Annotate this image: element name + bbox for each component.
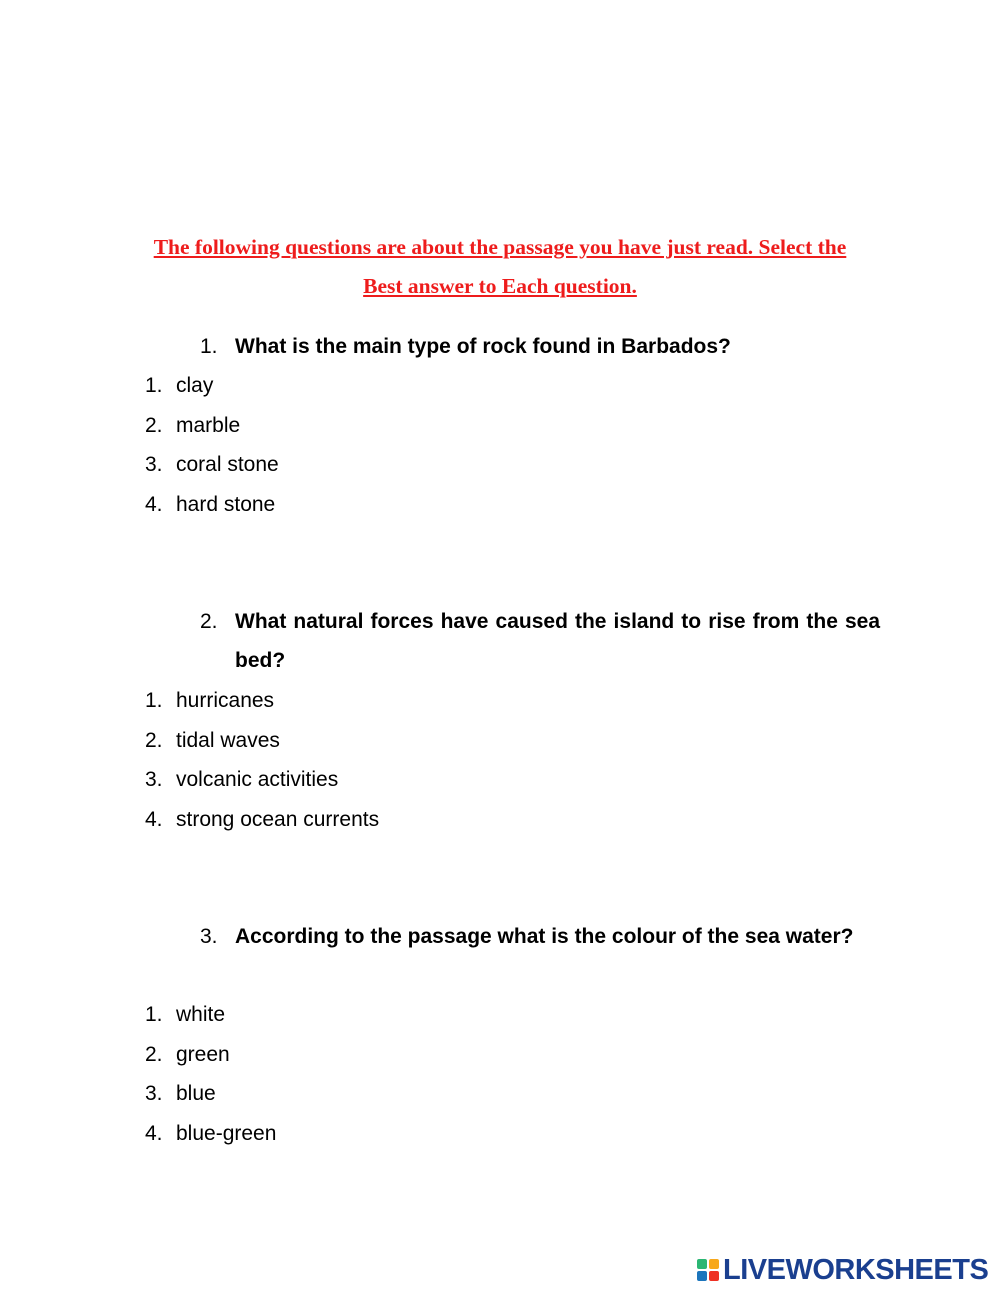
option-text: volcanic activities <box>176 768 339 791</box>
option-item[interactable] <box>145 800 379 840</box>
option-text: tidal waves <box>176 728 280 752</box>
question-number: 1. <box>200 335 218 358</box>
logo-tile <box>709 1259 719 1269</box>
option-number: 1. <box>145 1003 163 1026</box>
question-number: 2. <box>200 610 218 633</box>
instructions-heading <box>100 228 900 306</box>
option-number: 2. <box>145 1042 163 1066</box>
option-text: marble <box>176 413 241 437</box>
logo-tile <box>697 1271 707 1281</box>
option-text: green <box>176 1042 230 1066</box>
question-text: What is the main type of rock found in Barbados? <box>235 335 731 358</box>
question-3 <box>200 917 880 956</box>
option-number: 4. <box>145 807 163 831</box>
instructions-line-1: The following questions are about the passage you have just read. Select the <box>153 235 847 259</box>
option-item[interactable] <box>145 721 379 761</box>
option-number: 2. <box>145 728 163 752</box>
option-text: strong ocean currents <box>176 807 380 831</box>
question-2 <box>200 602 880 680</box>
option-item[interactable] <box>145 366 279 406</box>
logo-tile <box>697 1259 707 1269</box>
option-item[interactable] <box>145 1114 276 1154</box>
option-text: coral stone <box>176 453 279 476</box>
liveworksheets-logo-icon <box>697 1259 719 1281</box>
option-text: clay <box>176 374 214 397</box>
option-number: 3. <box>145 453 163 476</box>
logo-text: LIVEWORKSHEETS <box>723 1253 989 1286</box>
option-text: blue <box>176 1082 216 1105</box>
option-item[interactable] <box>145 681 379 721</box>
question-text: What natural forces have caused the island to rise from the sea bed? <box>235 610 880 672</box>
option-item[interactable] <box>145 1074 276 1114</box>
option-item[interactable] <box>145 406 279 446</box>
option-number: 1. <box>145 689 163 712</box>
option-item[interactable] <box>145 1035 276 1075</box>
question-1-options <box>145 366 279 524</box>
question-1 <box>200 327 880 366</box>
option-text: hard stone <box>176 492 276 516</box>
instructions-line-2: Best answer to Each question. <box>363 274 637 298</box>
option-item[interactable] <box>145 760 379 800</box>
option-text: hurricanes <box>176 689 275 712</box>
option-number: 3. <box>145 1082 163 1105</box>
option-item[interactable] <box>145 995 276 1035</box>
question-2-options <box>145 681 379 839</box>
option-number: 2. <box>145 413 163 437</box>
liveworksheets-logo[interactable] <box>697 1253 988 1287</box>
question-3-options <box>145 995 276 1153</box>
option-number: 3. <box>145 768 163 791</box>
option-item[interactable] <box>145 445 279 485</box>
logo-tile <box>709 1271 719 1281</box>
question-number: 3. <box>200 925 218 948</box>
option-text: white <box>176 1003 226 1026</box>
option-item[interactable] <box>145 485 279 525</box>
option-number: 4. <box>145 492 163 516</box>
option-number: 4. <box>145 1121 163 1145</box>
option-text: blue-green <box>176 1121 277 1145</box>
question-text: According to the passage what is the colour of the sea water? <box>235 925 854 948</box>
option-number: 1. <box>145 374 163 397</box>
